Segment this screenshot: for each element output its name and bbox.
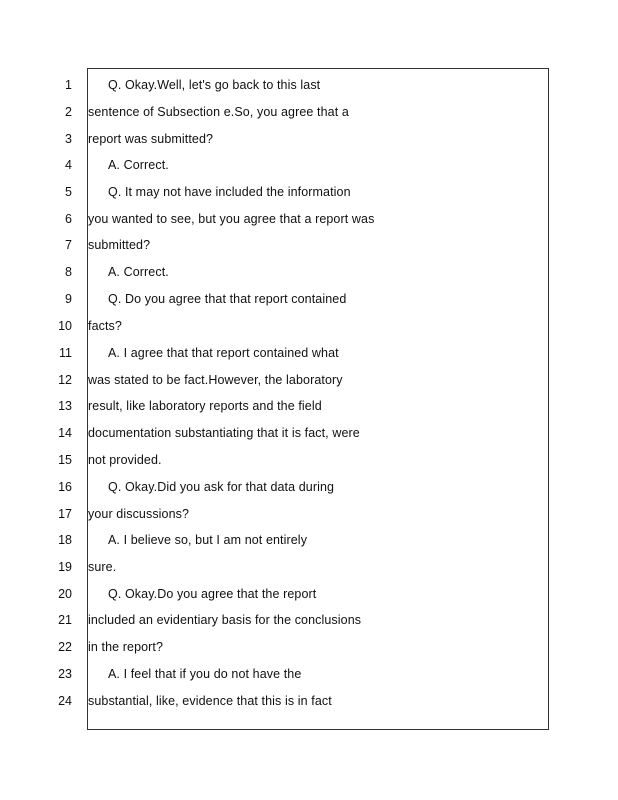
transcript-line: sentence of Subsection e.So, you agree that a: [88, 105, 349, 119]
transcript-line: sure.: [88, 560, 117, 574]
line-number: 7: [65, 238, 72, 252]
transcript-line: Q. Okay.Do you agree that the report: [108, 587, 317, 601]
line-number: 9: [65, 292, 72, 306]
line-number: 23: [58, 667, 72, 681]
transcript-line: Q. Okay.Well, let's go back to this last: [108, 78, 321, 92]
transcript-line: A. I feel that if you do not have the: [108, 667, 302, 681]
transcript-line: A. Correct.: [108, 265, 169, 279]
line-number: 8: [65, 265, 72, 279]
line-number: 3: [65, 132, 72, 146]
line-number: 15: [58, 453, 72, 467]
transcript-line: result, like laboratory reports and the field: [88, 399, 322, 413]
line-number: 4: [65, 158, 72, 172]
line-number: 5: [65, 185, 72, 199]
line-number: 14: [58, 426, 72, 440]
line-number: 1: [65, 78, 72, 92]
transcript-line: substantial, like, evidence that this is in fact: [88, 694, 332, 708]
line-number: 13: [58, 399, 72, 413]
line-number: 6: [65, 212, 72, 226]
line-number: 10: [58, 319, 72, 333]
line-number: 19: [58, 560, 72, 574]
transcript-line: Q. It may not have included the information: [108, 185, 351, 199]
transcript-line: submitted?: [88, 238, 151, 252]
line-number: 2: [65, 105, 72, 119]
transcript-line: your discussions?: [88, 507, 190, 521]
transcript-line: report was submitted?: [88, 132, 214, 146]
transcript-line: A. I agree that that report contained what: [108, 346, 339, 360]
transcript-line: facts?: [88, 319, 122, 333]
transcript-line: Q. Okay.Did you ask for that data during: [108, 480, 335, 494]
line-number: 18: [58, 533, 72, 547]
transcript-line: was stated to be fact.However, the laboratory: [88, 373, 343, 387]
transcript-line: A. I believe so, but I am not entirely: [108, 533, 308, 547]
line-number: 24: [58, 694, 72, 708]
transcript-line: in the report?: [88, 640, 164, 654]
line-number: 16: [58, 480, 72, 494]
transcript-line: A. Correct.: [108, 158, 169, 172]
line-number: 12: [58, 373, 72, 387]
line-number: 22: [58, 640, 72, 654]
line-number: 21: [58, 613, 72, 627]
line-number: 17: [58, 507, 72, 521]
line-number: 20: [58, 587, 72, 601]
transcript-line: Q. Do you agree that that report contained: [108, 292, 347, 306]
line-number: 11: [59, 346, 72, 360]
transcript-line: you wanted to see, but you agree that a report was: [88, 212, 375, 226]
transcript-line: included an evidentiary basis for the conclusions: [88, 613, 362, 627]
transcript-line: documentation substantiating that it is fact, were: [88, 426, 360, 440]
transcript-line: not provided.: [88, 453, 162, 467]
